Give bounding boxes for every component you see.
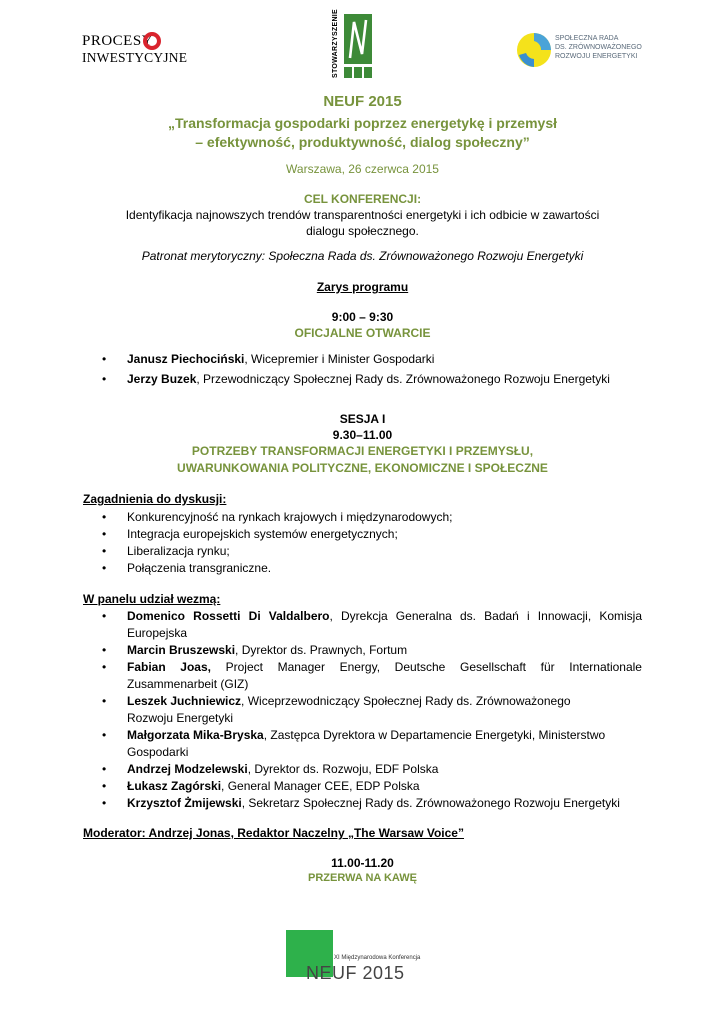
stowarzyszenie-logo — [330, 8, 376, 80]
bullet-icon: • — [102, 694, 107, 708]
bullet-icon: • — [102, 728, 107, 742]
list-item — [102, 659, 642, 693]
list-item — [102, 727, 642, 761]
session-title-line2: UWARUNKOWANIA POLITYCZNE, EKONOMICZNE I SPOŁECZNE — [177, 461, 548, 475]
green-leaf-n-icon — [344, 14, 372, 78]
opening-time: 9:00 – 9:30 — [331, 310, 394, 324]
procesy-inwestycyjne-logo — [82, 31, 188, 67]
goal-text-line2: dialogu społecznego. — [306, 224, 419, 238]
list-item — [102, 642, 642, 659]
list-item — [102, 761, 642, 778]
list-item — [102, 509, 642, 526]
topic-text: Połączenia transgraniczne. — [127, 561, 272, 575]
bullet-icon: • — [102, 796, 107, 810]
conference-subtitle-line2: – efektywność, produktywność, dialog społeczny” — [195, 134, 530, 150]
moderator-line: Moderator: Andrzej Jonas, Redaktor Naczelny „The Warsaw Voice” — [83, 826, 464, 840]
list-item — [102, 543, 642, 560]
goal-text-line1: Identyfikacja najnowszych trendów transparentności energetyki i ich odbicie w zawartości — [125, 208, 600, 222]
bullet-icon: • — [102, 372, 107, 386]
bullet-icon: • — [102, 643, 107, 657]
patronat-text: Patronat merytoryczny: Społeczna Rada ds. Zrównoważonego Rozwoju Energetyki — [141, 249, 584, 263]
spoleczna-rada-logo — [515, 31, 675, 69]
bullet-icon: • — [102, 527, 107, 541]
list-item — [102, 371, 642, 388]
footer-conf-label: XI Międzynarodowa Konferencja — [334, 955, 421, 961]
topic-text: Liberalizacja rynku; — [127, 544, 230, 558]
panelist-name: Domenico Rossetti Di Valdalbero — [127, 609, 330, 623]
panelist-role: , General Manager CEE, EDP Polska — [221, 779, 420, 793]
spoleczna-rada-line3: ROZWOJU ENERGETYKI — [555, 53, 638, 60]
speaker-role: , Przewodniczący Społecznej Rady ds. Zrównoważonego Rozwoju Energetyki — [196, 372, 610, 386]
session-time: 9.30–11.00 — [332, 428, 393, 442]
panelist-name: Andrzej Modzelewski — [127, 762, 248, 776]
bullet-icon: • — [102, 510, 107, 524]
panelist-name: Łukasz Zagórski — [127, 779, 222, 793]
session-label: SESJA I — [339, 412, 386, 426]
procesy-logo-line1: PROCESY — [82, 33, 154, 49]
goal-heading: CEL KONFERENCJI: — [303, 192, 422, 206]
panelist-role: , Zastępca Dyrektora w Departamencie Energetyki, Ministerstwo Gospodarki — [127, 728, 606, 759]
opening-title: OFICJALNE OTWARCIE — [294, 326, 431, 340]
topics-heading: Zagadnienia do dyskusji: — [83, 492, 227, 506]
panelist-name: Małgorzata Mika-Bryska — [127, 728, 264, 742]
panelist-role: , Wiceprzewodniczący Społecznej Rady ds. Zrównoważonego Rozwoju Energetyki — [127, 694, 571, 725]
conference-title: NEUF 2015 — [323, 93, 402, 110]
bullet-icon: • — [102, 609, 107, 623]
neuf-footer-logo — [286, 930, 446, 986]
panelist-name: Leszek Juchniewicz — [127, 694, 242, 708]
panelist-name: Krzysztof Żmijewski — [127, 796, 242, 810]
panelist-role: Project Manager Energy, Deutsche Gesellschaft für Internationale Zusammenarbeit (GIZ) — [127, 660, 642, 691]
list-item — [102, 351, 642, 368]
bullet-icon: • — [102, 561, 107, 575]
panelist-role: , Sekretarz Społecznej Rady ds. Zrównoważonego Rozwoju Energetyki — [241, 796, 620, 810]
conference-date: Warszawa, 26 czerwca 2015 — [286, 162, 439, 176]
footer-neuf-text: NEUF 2015 — [306, 963, 405, 983]
list-item — [102, 778, 642, 795]
bullet-icon: • — [102, 762, 107, 776]
stowarzyszenie-vertical-text: STOWARZYSZENIE — [332, 8, 339, 78]
panelist-role: , Dyrektor ds. Prawnych, Fortum — [235, 643, 408, 657]
procesy-logo-ring-icon — [143, 32, 161, 50]
yellow-blue-globe-icon — [515, 31, 553, 69]
spoleczna-rada-line2: DS. ZRÓWNOWAŻONEGO — [555, 44, 642, 51]
break-title: PRZERWA NA KAWĘ — [308, 872, 417, 884]
list-item — [102, 608, 642, 642]
conference-subtitle-line1: „Transformacja gospodarki poprzez energetykę i przemysł — [167, 115, 558, 131]
topic-text: Konkurencyjność na rynkach krajowych i międzynarodowych; — [127, 510, 453, 524]
speaker-role: , Wicepremier i Minister Gospodarki — [244, 352, 435, 366]
bullet-icon: • — [102, 352, 107, 366]
panelist-role: , Dyrekcja Generalna ds. Badań i Innowacji, Komisja Europejska — [127, 609, 642, 640]
panelist-role: , Dyrektor ds. Rozwoju, EDF Polska — [247, 762, 439, 776]
list-item — [102, 693, 642, 727]
bullet-icon: • — [102, 544, 107, 558]
panelist-name: Fabian Joas, — [127, 660, 211, 674]
list-item — [102, 526, 642, 543]
session-title-line1: POTRZEBY TRANSFORMACJI ENERGETYKI I PRZEMYSŁU, — [191, 444, 534, 458]
program-heading: Zarys programu — [316, 280, 409, 294]
speaker-name: Jerzy Buzek — [127, 372, 197, 386]
procesy-logo-line2: INWESTYCYJNE — [82, 50, 188, 65]
list-item — [102, 795, 642, 812]
panelist-name: Marcin Bruszewski — [127, 643, 236, 657]
break-time: 11.00-11.20 — [331, 856, 394, 870]
speaker-name: Janusz Piechociński — [127, 352, 245, 366]
spoleczna-rada-line1: SPOŁECZNA RADA — [555, 35, 619, 42]
panel-heading: W panelu udział wezmą: — [83, 592, 221, 606]
bullet-icon: • — [102, 660, 107, 674]
bullet-icon: • — [102, 779, 107, 793]
topic-text: Integracja europejskich systemów energetycznych; — [127, 527, 398, 541]
list-item — [102, 560, 642, 577]
